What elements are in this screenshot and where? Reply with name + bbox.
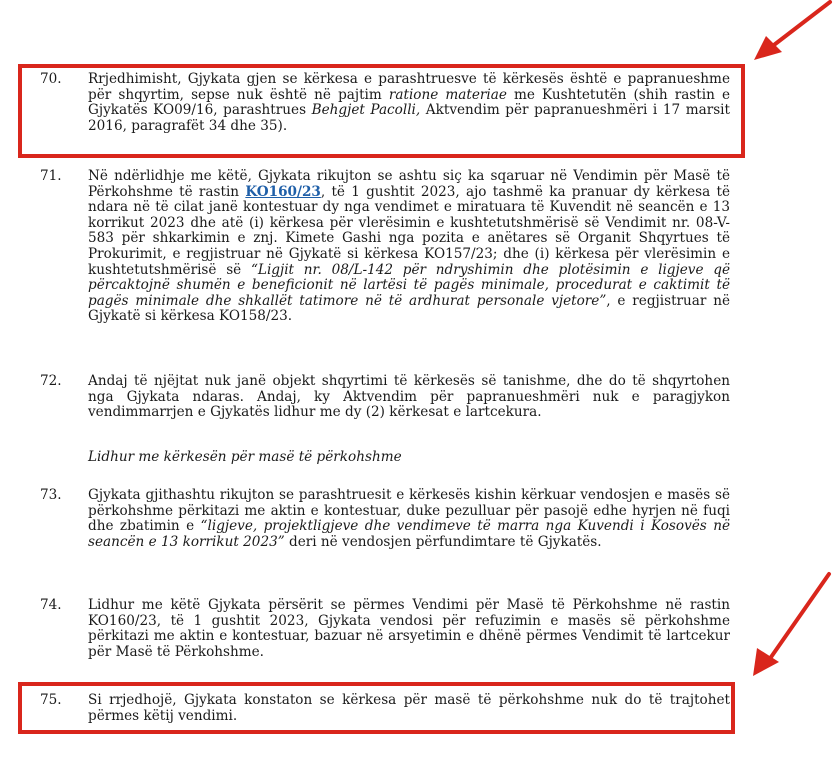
paragraph-text xyxy=(88,169,730,325)
text-run: Në ndërlidhje me këtë, Gjykata rikujton se ashtu siç ka sqaruar në Vendimin për Masë të Përkohshme të rastin xyxy=(88,168,730,200)
highlight-box-paragraph-75 xyxy=(18,682,735,734)
text-run: , të 1 gushtit 2023, ajo tashmë ka pranuar dy kërkesa të ndara në të cilat janë kontestuar dy nga vendimet e miratuara të Kuvendit në seancën e 13 korrikut 2023 dhe atë (i) kërkesa për vlerësimin e kushtetutshmërisë së Vendimit nr. 08-V-583 për shkarkimin e znj. Kimete Gashi nga pozita e anëtares së Organit Shqyrtues të Prokurimit, e regjistruar në Gjykatë si kërkesa KO157/23; dhe (i) kërkesa për vlerësimin e kushtetutshmërisë së xyxy=(88,183,730,278)
text-run: , e regjistruar në Gjykatë si kërkesa KO158/23. xyxy=(88,292,731,325)
arrow-icon xyxy=(745,572,835,682)
italic-text: “ligjeve, projektligjeve dhe vendimeve të marra nga Kuvendi i Kosovës në seancën e 13 korrikut 2023” xyxy=(88,518,730,550)
text-run: Aktvendim për papranueshmëri i 17 marsit 2016, paragrafët 34 dhe 35). xyxy=(88,102,730,134)
paragraph-74 xyxy=(40,598,730,660)
paragraph-number: 74. xyxy=(40,597,62,613)
highlight-box-paragraph-70 xyxy=(18,64,745,158)
paragraph-number: 75. xyxy=(40,692,62,708)
italic-text: “Ligjit nr. 08/L-142 për ndryshimin dhe plotësimin e ligjeve që përcaktojnë shumën e beneficionit në lartësi të pagës minimale, procedurat e caktimit të pagës minimale dhe shkallët tatimore në të ardhurat personale vjetore” xyxy=(88,261,730,309)
text-run: Lidhur me këtë Gjykata përsërit se përmes Vendimi për Masë të Përkohshme në rastin KO160/23, të 1 gushtit 2023, Gjykata vendosi për refuzimin e masës së përkohshme përkitazi me aktin e kontestuar, bazuar në arsyetimin e dhënë përmes Vendimit të lartcekur për Masë të Përkohshme. xyxy=(88,597,730,660)
section-subheading: Lidhur me kërkesën për masë të përkohshme xyxy=(88,449,402,465)
paragraph-text xyxy=(88,488,730,550)
text-run: Rrjedhimisht, Gjykata gjen se kërkesa e parashtruesve të kërkesës është e papranueshme për shqyrtim, sepse nuk është në pajtim xyxy=(88,71,730,103)
paragraph-number: 71. xyxy=(40,168,62,184)
paragraph-number: 73. xyxy=(40,487,62,503)
paragraph-72 xyxy=(40,374,730,421)
paragraph-73 xyxy=(40,488,730,550)
text-run: Andaj të njëjtat nuk janë objekt shqyrtimi të kërkesës së tanishme, dhe do të shqyrtohen nga Gjykata ndaras. Andaj, ky Aktvendim për papranueshmëri nuk e paragjykon vendimmarrjen e Gjykatës lidhur me dy (2) kërkesat e lartcekura. xyxy=(88,373,730,421)
text-run: me Kushtetutën (shih rastin e Gjykatës KO09/16, parashtrues xyxy=(88,86,730,119)
text-run: Gjykata gjithashtu rikujton se parashtruesit e kërkesës kishin kërkuar vendosjen e masës së përkohshme përkitazi me aktin e kontestuar, duke pezulluar për pasojë edhe hyrjen në fuqi dhe zbatimin e xyxy=(88,487,730,535)
text-run: Si rrjedhojë, Gjykata konstaton se kërkesa për masë të përkohshme nuk do të trajtohet përmes këtij vendimi. xyxy=(88,692,730,724)
italic-text: ratione materiae xyxy=(388,86,507,103)
italic-text: Behgjet Pacolli, xyxy=(311,102,421,119)
paragraph-text xyxy=(88,374,730,421)
paragraph-71 xyxy=(40,169,730,325)
case-link[interactable]: KO160/23 xyxy=(245,183,321,200)
paragraph-text xyxy=(88,598,730,660)
text-run: deri në vendosjen përfundimtare të Gjykatës. xyxy=(284,533,602,550)
paragraph-number: 72. xyxy=(40,373,62,389)
paragraph-number: 70. xyxy=(40,71,62,87)
arrow-icon xyxy=(750,0,835,70)
